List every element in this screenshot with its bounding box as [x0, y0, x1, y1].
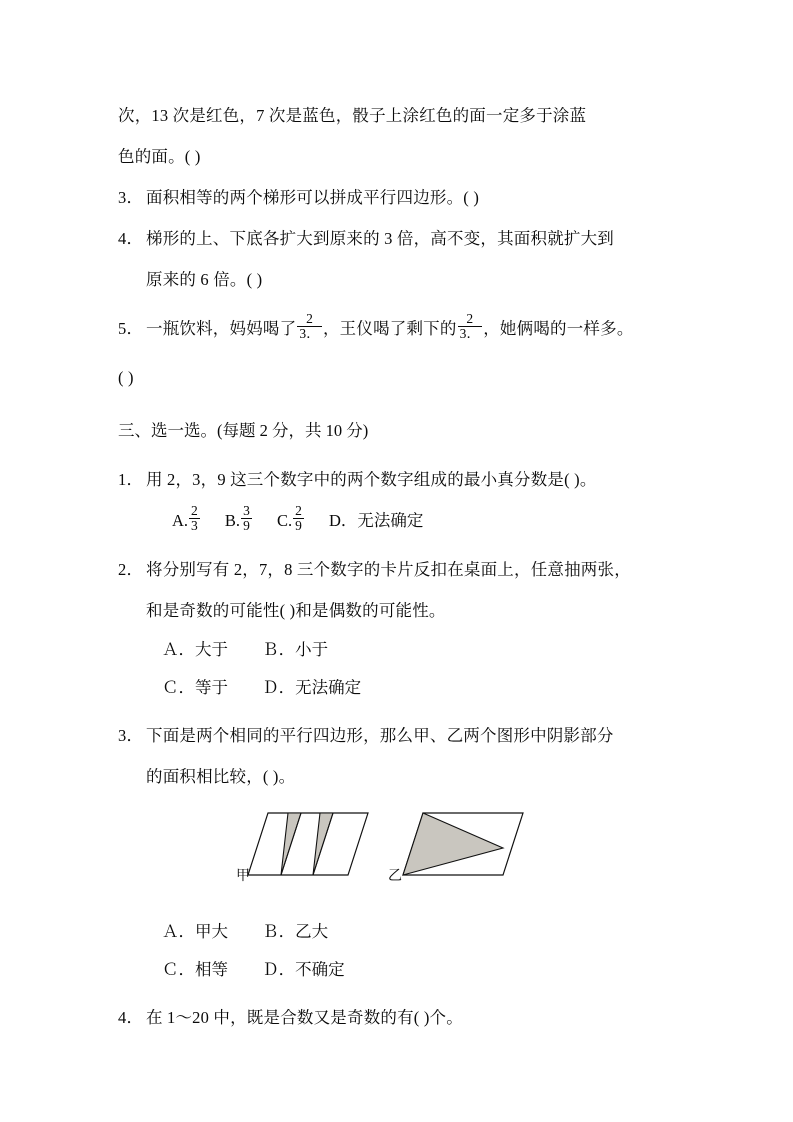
- choice-q2-text-line2: 和是奇数的可能性( )和是偶数的可能性。: [146, 601, 446, 620]
- fraction-one-half-b: [458, 312, 483, 341]
- carryover-line-1: [118, 95, 678, 136]
- option-a[interactable]: [172, 500, 201, 541]
- option-b-fraction: [241, 504, 252, 533]
- question-5-text-c: ，她俩喝的一样多。: [483, 319, 634, 338]
- question-5-judge: [118, 308, 678, 349]
- figure-label-yi: 乙: [388, 869, 402, 884]
- q2-option-b[interactable]: Ｂ．小于: [262, 640, 329, 659]
- q3-option-c[interactable]: Ｃ．相等: [162, 960, 228, 979]
- choice-q1-number: 1．: [118, 470, 144, 489]
- question-3-judge: [118, 177, 678, 218]
- choice-q2-line2: [118, 590, 678, 631]
- fraction-denominator: 3: [191, 518, 198, 534]
- choice-q3-text-line2: 的面积相比较，( )。: [146, 767, 296, 786]
- q2-option-d[interactable]: Ｄ．无法确定: [262, 678, 362, 697]
- choice-question-4: [118, 997, 678, 1038]
- choice-q1-text: 用 2，3，9 这三个数字中的两个数字组成的最小真分数是( )。: [146, 470, 597, 489]
- fraction-numerator: 2: [306, 311, 314, 327]
- question-5-text-b: ，王仪喝了剩下的: [322, 319, 457, 338]
- option-a-fraction: [189, 504, 200, 533]
- fraction-denominator: 3．: [299, 326, 320, 342]
- q3-option-d[interactable]: Ｄ．不确定: [262, 960, 345, 979]
- figure-svg: [248, 803, 528, 903]
- choice-question-1: [118, 459, 678, 500]
- question-3-text: 面积相等的两个梯形可以拼成平行四边形。( ): [146, 188, 480, 207]
- fraction-denominator: 3．: [459, 326, 481, 342]
- q3-option-a[interactable]: Ａ．甲大: [162, 922, 228, 941]
- question-4-judge: [118, 218, 678, 259]
- option-c-label: C.: [276, 511, 293, 530]
- section-three-title: 三、选一选。(每题 2 分，共 10 分): [118, 421, 369, 440]
- choice-q2-options-row1: [118, 631, 678, 669]
- choice-q3-number: 3．: [118, 726, 144, 745]
- question-4-number: 4．: [118, 229, 144, 248]
- option-c[interactable]: [277, 500, 305, 541]
- choice-q3-options-row1: [118, 913, 678, 951]
- choice-q2-options-row2: [118, 669, 678, 707]
- question-5-number: 5．: [118, 319, 144, 338]
- choice-q2-text-line1: 将分别写有 2，7，8 三个数字的卡片反扣在桌面上，任意抽两张，: [146, 560, 631, 579]
- carryover-line-2: [118, 136, 678, 177]
- carryover-text-2: 色的面。( ): [118, 147, 201, 166]
- fraction-denominator: 9: [243, 518, 250, 534]
- choice-question-3: [118, 715, 678, 756]
- fraction-numerator: 3: [243, 503, 250, 519]
- choice-q1-options: [118, 500, 678, 541]
- figure-label-jia: 甲: [236, 869, 250, 884]
- choice-q3-line2: [118, 756, 678, 797]
- question-4-text-cont: 原来的 6 倍。( ): [146, 270, 263, 289]
- choice-q2-number: 2．: [118, 560, 144, 579]
- carryover-text-1: 次，13 次是红色，7 次是蓝色，骰子上涂红色的面一定多于涂蓝: [118, 106, 587, 125]
- fraction-numerator: 2: [466, 311, 474, 327]
- parallelogram-figure: [118, 803, 678, 911]
- option-b[interactable]: [225, 500, 253, 541]
- fraction-one-half-a: [297, 312, 322, 341]
- left-parallelogram: [248, 813, 368, 875]
- fraction-denominator: 9: [295, 518, 302, 534]
- question-4-judge-cont: [118, 259, 678, 300]
- q3-option-b[interactable]: Ｂ．乙大: [262, 922, 329, 941]
- option-b-label: B.: [224, 511, 241, 530]
- choice-q4-number: 4．: [118, 1008, 144, 1027]
- option-a-label: A.: [172, 511, 189, 530]
- choice-q3-text-line1: 下面是两个相同的平行四边形，那么甲、乙两个图形中阴影部分: [146, 726, 614, 745]
- page-content: [118, 95, 678, 1038]
- choice-q4-text: 在 1～20 中，既是合数又是奇数的有( )个。: [146, 1008, 463, 1027]
- q2-option-c[interactable]: Ｃ．等于: [162, 678, 228, 697]
- question-4-text: 梯形的上、下底各扩大到原来的 3 倍，高不变，其面积就扩大到: [146, 229, 614, 248]
- question-5-blank: [118, 357, 678, 398]
- option-d[interactable]: D．无法确定: [328, 511, 424, 530]
- question-3-number: 3．: [118, 188, 144, 207]
- question-5-text-a: 一瓶饮料，妈妈喝了: [146, 319, 297, 338]
- option-c-fraction: [293, 504, 304, 533]
- question-5-answer-blank[interactable]: ( ): [118, 368, 134, 387]
- fraction-numerator: 2: [295, 503, 302, 519]
- q2-option-a[interactable]: Ａ．大于: [162, 640, 228, 659]
- fraction-numerator: 2: [191, 503, 198, 519]
- choice-q3-options-row2: [118, 951, 678, 989]
- choice-question-2: [118, 549, 678, 590]
